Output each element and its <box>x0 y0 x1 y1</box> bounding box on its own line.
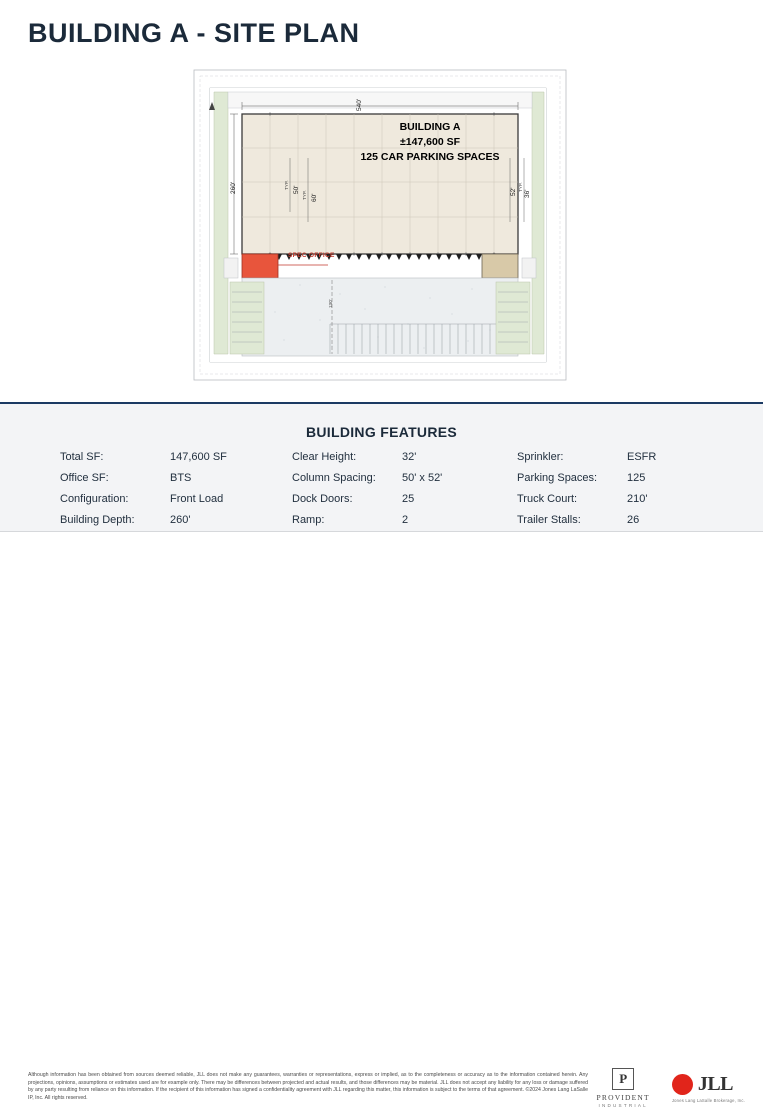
feature-row <box>292 450 517 465</box>
feature-row <box>292 513 517 528</box>
provident-subtitle: INDUSTRIAL <box>598 1103 648 1108</box>
feature-label: Configuration: <box>60 493 129 505</box>
disclaimer-text: Although information has been obtained from sources deemed reliable, JLL does not make any guarantees, warranties or representations, express or implied, as to the completeness or accuracy as to the information contained herein. Any projections, opinions, assumptions or estimates used are for example only. There may be differences between projected and actual results, and those differences may be material. JLL does not accept any liability for any loss or damage suffered by any party resulting from reliance on this information. If the recipient of this information has signed a confidentiality agreement with JLL regarding this matter, this information is subject to the terms of that agreement. ©2024 Jones Lang LaSalle IP, Inc. All rights reserved. <box>28 1072 588 1101</box>
feature-value: 25 <box>402 493 415 505</box>
feature-value: Front Load <box>170 493 224 505</box>
dim-bay-b: 60' <box>311 193 318 202</box>
feature-label: Truck Court: <box>517 493 578 505</box>
footer <box>0 532 763 1108</box>
feature-label: Trailer Stalls: <box>517 514 581 526</box>
features-column-2 <box>292 450 517 528</box>
dim-building-width: 540' <box>356 98 363 111</box>
dim-typ-2: TYP. <box>302 190 307 200</box>
page-title: BUILDING A - SITE PLAN <box>28 18 360 48</box>
feature-label: Sprinkler: <box>517 451 564 463</box>
feature-value: 260' <box>170 514 191 526</box>
feature-label: Dock Doors: <box>292 493 353 505</box>
dim-drive-130: 130' <box>328 299 333 308</box>
building-size: ±147,600 SF <box>399 136 461 148</box>
jll-logo-row <box>672 1073 733 1096</box>
features-table <box>0 450 763 528</box>
provident-name: PROVIDENT <box>596 1093 650 1102</box>
feature-row <box>517 450 703 465</box>
dim-column-52: 52' <box>510 187 517 196</box>
feature-value: 2 <box>402 514 409 526</box>
building-name: BUILDING A <box>399 121 461 133</box>
features-column-1 <box>60 450 292 528</box>
feature-value: 26 <box>627 514 640 526</box>
dim-column-36: 36' <box>524 189 531 198</box>
feature-value: 50' x 52' <box>402 472 443 484</box>
feature-value: 147,600 SF <box>170 451 227 463</box>
feature-row <box>517 471 703 486</box>
feature-value: ESFR <box>627 451 657 463</box>
feature-label: Ramp: <box>292 514 325 526</box>
dim-typ-3: TYP. <box>518 182 523 192</box>
feature-row <box>517 513 703 528</box>
feature-value: BTS <box>170 472 192 484</box>
feature-value: 210' <box>627 493 648 505</box>
site-plan-drawing <box>180 62 580 392</box>
feature-label: Office SF: <box>60 472 109 484</box>
feature-label: Column Spacing: <box>292 472 376 484</box>
feature-row <box>60 513 292 528</box>
dim-building-depth: 260' <box>230 181 237 194</box>
feature-value: 32' <box>402 451 417 463</box>
jll-name: JLL <box>697 1073 734 1095</box>
dim-typ-1: TYP. <box>284 180 289 190</box>
features-column-3 <box>517 450 703 528</box>
feature-value: 125 <box>627 472 646 484</box>
feature-row <box>60 471 292 486</box>
provident-logo <box>597 1068 650 1108</box>
feature-label: Parking Spaces: <box>517 472 598 484</box>
feature-row <box>60 492 292 507</box>
feature-row <box>60 450 292 465</box>
building-parking-note: 125 CAR PARKING SPACES <box>360 151 500 163</box>
site-plan-svg <box>180 62 580 392</box>
features-heading: BUILDING FEATURES <box>305 424 458 440</box>
spec-office-label: SPEC OFFICE <box>288 252 335 259</box>
footer-logos <box>597 1068 745 1108</box>
feature-label: Building Depth: <box>60 514 135 526</box>
feature-row <box>517 492 703 507</box>
feature-row <box>292 492 517 507</box>
jll-logo <box>672 1073 745 1103</box>
jll-circle-icon <box>672 1074 693 1095</box>
feature-label: Total SF: <box>60 451 104 463</box>
feature-row <box>292 471 517 486</box>
feature-label: Clear Height: <box>292 451 357 463</box>
building-callout <box>330 120 530 165</box>
provident-mark: P <box>612 1068 634 1090</box>
jll-subtitle: Jones Lang LaSalle Brokerage, Inc. <box>671 1098 745 1103</box>
dim-bay-a: 50' <box>293 185 300 194</box>
